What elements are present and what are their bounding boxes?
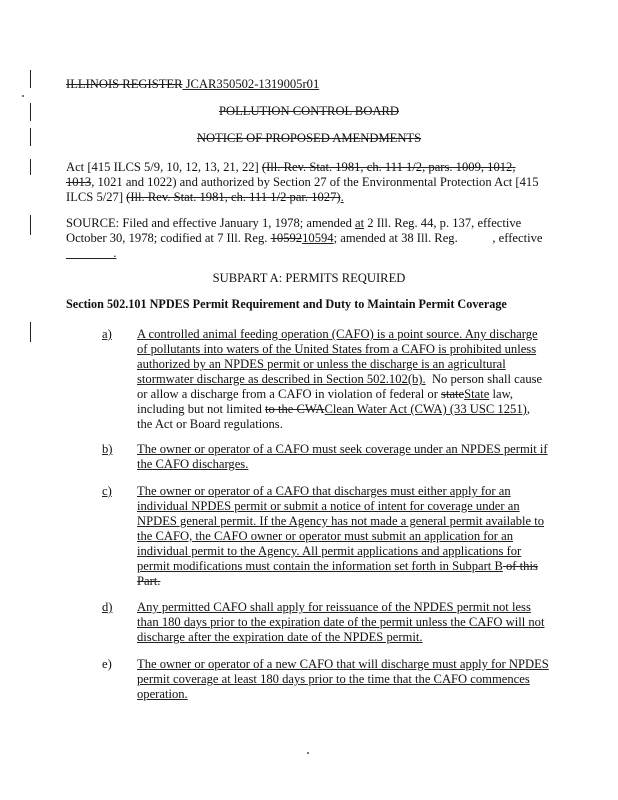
source-text: SOURCE: Filed and effective January 1, 1978; amended: [66, 216, 356, 230]
para-e-label: e): [102, 657, 112, 671]
para-d-label: d): [102, 600, 113, 614]
scan-speck: [22, 95, 24, 97]
para-a-text: law,: [489, 387, 513, 401]
para-c-text: NPDES general permit. If the Agency has: [137, 514, 352, 528]
para-d-line-2: than 180 days prior to the expiration date of the permit unless the CAFO will not: [137, 615, 545, 629]
para-a-label: a): [102, 327, 112, 341]
para-b-label: b): [102, 442, 113, 456]
source-text: , effective: [460, 231, 543, 245]
source-line-2: [66, 231, 543, 246]
authority-line-2: [66, 175, 539, 190]
authority-text: ILCS 5/27]: [66, 190, 127, 204]
para-a-struck-cwa: to the CWA: [265, 402, 325, 416]
authority-period: .: [340, 190, 344, 204]
source-line-1: [66, 216, 521, 231]
section-heading: Section 502.101 NPDES Permit Requirement and Duty to Maintain Permit Coverage: [66, 297, 507, 311]
para-a-inserted-state: State: [464, 387, 490, 401]
source-struck-page: 10592: [270, 231, 303, 245]
notice-title-text: NOTICE OF PROPOSED AMENDMENTS: [196, 131, 422, 145]
board-title-text: POLLUTION CONTROL BOARD: [218, 104, 400, 118]
para-a-line-5: [137, 387, 513, 402]
para-a-struck-state: state: [441, 387, 465, 401]
para-c-line-7: [137, 574, 160, 589]
para-a-inserted-cwa: Clean Water Act (CWA) (33 USC 1251): [324, 402, 527, 416]
para-c-text: permit modifications must contain the information set forth in Subpart B: [137, 559, 503, 573]
para-a-text: ,: [526, 402, 530, 416]
para-c-struck-of-this: of this: [502, 559, 538, 573]
para-b-line-1: The owner or operator of a CAFO must seek coverage under an NPDES permit if: [137, 442, 548, 456]
change-bar-authority: [30, 159, 31, 175]
para-d-line-3: discharge after the expiration date of the NPDES permit.: [137, 630, 423, 644]
authority-struck-citation: (Ill. Rev. Stat. 1981, ch. 111 1/2 par. 1027): [126, 190, 341, 204]
authority-line-3: [66, 190, 344, 205]
authority-struck-par: 1013: [66, 175, 92, 189]
para-a-text: stormwater discharge as described in Section 502.102(b).: [137, 372, 426, 386]
para-e-line-3: operation.: [137, 687, 188, 701]
board-title: [0, 104, 618, 119]
jcar-code: JCAR350502-1319005r01: [182, 77, 320, 91]
para-c-struck-part: Part.: [137, 574, 161, 588]
para-e-line-2: permit coverage at least 180 days prior to the time that the CAFO commences: [137, 672, 530, 686]
authority-line-1: [66, 160, 516, 175]
para-c-line-2: individual NPDES permit or submit a notice of intent for coverage under an: [137, 499, 520, 513]
para-c-label: c): [102, 484, 112, 498]
authority-struck-citation: (Ill. Rev. Stat. 1981, ch. 111 1/2, pars. 1009, 1012,: [261, 160, 516, 174]
source-text: October 30, 1978; codified at 7 Ill. Reg.: [66, 231, 271, 245]
notice-title: [0, 131, 618, 146]
register-header: [66, 77, 319, 92]
para-a-line-3: authorized by an NPDES permit or unless the discharge is an agricultural: [137, 357, 506, 371]
para-a-text: or allow a discharge from a CAFO in violation of federal or: [137, 387, 442, 401]
para-c-inserted-not: not: [351, 514, 368, 528]
source-text: ; amended at 38 Ill. Reg.: [333, 231, 461, 245]
para-c-line-5: individual permit to the Agency. All permit applications and applications for: [137, 544, 522, 558]
para-a-text: No person shall cause: [425, 372, 543, 386]
source-inserted-page: 10594: [302, 231, 334, 245]
para-d-line-1: Any permitted CAFO shall apply for reissuance of the NPDES permit not less: [137, 600, 531, 614]
para-a-line-1: A controlled animal feeding operation (CAFO) is a point source. Any discharge: [137, 327, 538, 341]
change-bar-source: [30, 215, 31, 235]
change-bar-section: [30, 322, 31, 342]
subpart-heading: SUBPART A: PERMITS REQUIRED: [212, 271, 406, 285]
para-a-line-6: [137, 402, 530, 417]
para-c-text: made a general permit available to: [367, 514, 545, 528]
para-c-text: The owner or operator of a CAFO that discharges: [137, 484, 391, 498]
para-a-line-4: [137, 372, 542, 387]
scan-speck: [307, 752, 309, 754]
para-c-line-1: [137, 484, 511, 499]
para-a-line-7: the Act or Board regulations.: [137, 417, 283, 431]
source-inserted-at: at: [355, 216, 365, 230]
authority-text: Act [415 ILCS 5/9, 10, 12, 13, 21, 22]: [66, 160, 262, 174]
para-a-text: including but not limited: [137, 402, 266, 416]
para-c-text: must either apply for an: [390, 484, 511, 498]
para-c-line-4: the CAFO, the CAFO owner or operator must submit an application for an: [137, 529, 513, 543]
source-blank-date: .: [66, 246, 117, 260]
authority-text: , 1021 and 1022) and authorized by Section 27 of the Environmental Protection Act [415: [91, 175, 539, 189]
para-c-line-6: [137, 559, 538, 574]
para-e-line-1: The owner or operator of a new CAFO that will discharge must apply for NPDES: [137, 657, 549, 671]
source-text: 2 Ill. Reg. 44, p. 137, effective: [364, 216, 522, 230]
source-line-3: [66, 246, 116, 261]
para-a-line-2: of pollutants into waters of the United States from a CAFO is prohibited unless: [137, 342, 537, 356]
para-b-line-2: the CAFO discharges.: [137, 457, 249, 471]
change-bar-header: [30, 70, 31, 88]
register-struck-text: ILLINOIS REGISTER: [66, 77, 183, 91]
para-c-line-3: [137, 514, 544, 529]
